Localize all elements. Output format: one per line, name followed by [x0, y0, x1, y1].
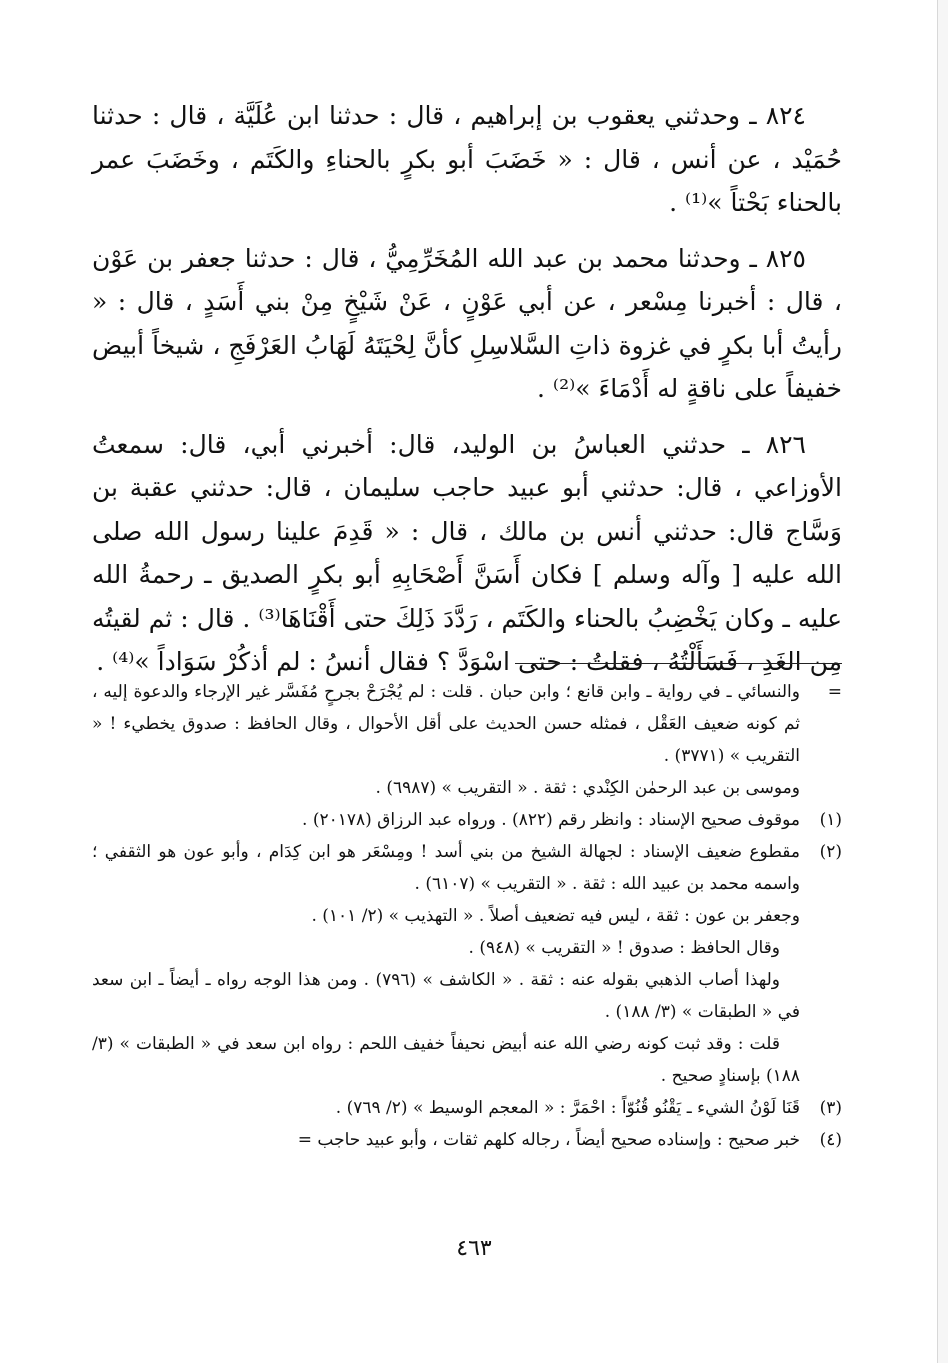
footnote-line: والنسائي ـ في رواية ـ وابن قانع ؛ وابن حبان . قلت : لم يُجْرَحْ بجرحٍ مُفَسَّر غير الإرجاء والدعوة إليه ، ثم كونه ضعيف العَقْل ، فمثله حسن الحديث على أقل الأحوال ، وقال الحافظ : صدوق يخطيء ! « التقريب » (٣٧٧١) .	[92, 682, 800, 766]
footnote-line: وجعفر بن عون : ثقة ، ليس فيه تضعيف أصلاً . « التهذيب » (٢/ ١٠١) .	[311, 906, 800, 926]
main-text	[92, 94, 842, 696]
footnote-line: قلت : وقد ثبت كونه رضي الله عنه أبيض نحيفاً خفيف اللحم : رواه ابن سعد في « الطبقات » (٣/ ١٨٨) بإسنادٍ صحيح .	[92, 1034, 800, 1086]
footnote-line: خبر صحيح : وإسناده صحيح أيضاً ، رجاله كلهم ثقات ، وأبو عبيد حاجب =	[297, 1130, 800, 1150]
footnote-marker: (١)	[819, 810, 842, 830]
footnote-line: وقال الحافظ : صدوق ! « التقريب » (٩٤٨) .	[468, 938, 780, 958]
footnote-line: مقطوع ضعيف الإسناد : لجهالة الشيخ من بني أسد ! ومِسْعَر هو ابن كِدَام ، وأبو عون هو الثقفي ؛ واسمه محمد بن عبيد الله : ثقة . « التقريب » (٦١٠٧) .	[92, 842, 800, 894]
footnote-marker: (٣)	[819, 1098, 842, 1118]
paragraph-825: ٨٢٥ ـ وحدثنا محمد بن عبد الله المُخَرِّمِيُّ ، قال : حدثنا جعفر بن عَوْن ، قال : أخبرنا مِسْعر ، عن أبي عَوْنٍ ، عَنْ شَيْخٍ مِنْ بني أَسَدٍ ، قال : « رأيتُ أبا بكرٍ في غزوة ذاتِ السَّلاسِلِ كأنَّ لِحْيَتَهُ لَهَابُ العَرْفَجِ ، شيخاً أبيض خفيفاً على ناقةٍ له أَدْمَاءَ »⁽²⁾ .	[92, 243, 842, 403]
footnote-continuation	[92, 676, 842, 804]
footnote-line: ولهذا أصاب الذهبي بقوله عنه : ثقة . « الكاشف » (٧٩٦) . ومن هذا الوجه رواه ـ أيضاً ـ ابن سعد في « الطبقات » (٣/ ١٨٨) .	[92, 970, 800, 1022]
footnote-body	[92, 804, 800, 836]
footnote-marker: (٤)	[819, 1130, 842, 1150]
footnote-1	[92, 804, 842, 836]
footnote-3	[92, 1092, 842, 1124]
footnote-line: موقوف صحيح الإسناد : وانظر رقم (٨٢٢) . ورواه عبد الرزاق (٢٠١٧٨) .	[302, 810, 800, 830]
footnote-marker: (٢)	[819, 842, 842, 862]
footnotes	[92, 676, 842, 1156]
footnote-body	[92, 836, 800, 1092]
footnote-divider	[515, 663, 842, 664]
paragraph-824: ٨٢٤ ـ وحدثني يعقوب بن إبراهيم ، قال : حدثنا ابن عُلَيَّة ، قال : حدثنا حُمَيْد ، عن أنس ، قال : « خَضَبَ أبو بكرٍ بالحناءِ والكَتَم ، وخَضَبَ عمر بالحناء بَحْتاً »⁽¹⁾ .	[92, 101, 842, 217]
paragraph-826: ٨٢٦ ـ حدثني العباسُ بن الوليد، قال: أخبرني أبي، قال: سمعتُ الأوزاعي ، قال: حدثني أبو عبيد حاجب سليمان ، قال: حدثني عقبة بن وَسَّاج قال: حدثني أنس بن مالك ، قال : « قَدِمَ علينا رسول الله صلى الله عليه [ وآله وسلم ] فكان أَسَنَّ أَصْحَابِهِ أبو بكرٍ الصديق ـ رحمةُ الله عليه ـ وكان يَخْضِبُ بالحناء والكَتَم ، رَدَّدَ ذَلِكَ حتى أَقْنَاهَا⁽³⁾ . قال : ثم لقيتُه مِن الغَدِ ، فَسَأَلْتُهُ ، فقلتُ : حتى اسْوَدَّ ؟ فقال أنسُ : لم أذكُرْ سَوَاداً »⁽⁴⁾ .	[92, 429, 843, 676]
scan-edge	[937, 0, 948, 1363]
footnote-marker: =	[827, 682, 842, 702]
footnote-body	[92, 1092, 800, 1124]
footnote-body	[92, 1124, 800, 1156]
footnote-2	[92, 836, 842, 1092]
footnote-body	[92, 676, 800, 804]
footnote-line: وموسى بن عبد الرحمٰن الكِنْدي : ثقة . « التقريب » (٦٩٨٧) .	[375, 778, 800, 798]
page-number: ٤٦٣	[456, 1236, 492, 1261]
footnote-line: قَنَا لَوْنُ الشيء ـ يَقْنُو قُنُوّاً : احْمَرَّ : « المعجم الوسيط » (٢/ ٧٦٩) .	[335, 1098, 800, 1118]
footnote-4	[92, 1124, 842, 1156]
